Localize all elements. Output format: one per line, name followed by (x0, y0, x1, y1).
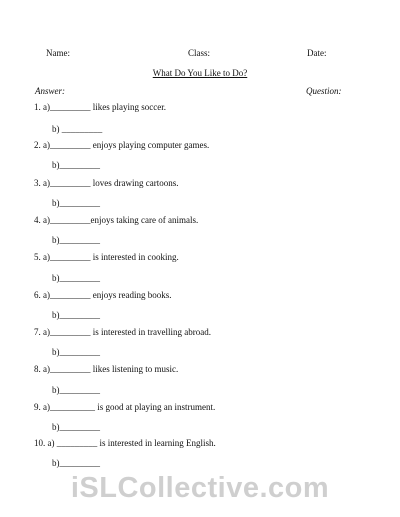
worksheet-title-text: What Do You Like to Do? (152, 68, 248, 78)
item-9-b: b)_________ (52, 422, 100, 432)
item-7-a: 7. a)_________ is interested in travelling abroad. (34, 327, 211, 337)
item-4-b: b)_________ (52, 235, 100, 245)
item-1-b: b) _________ (52, 124, 103, 134)
item-2-b: b)_________ (52, 160, 100, 170)
item-5-b: b)_________ (52, 273, 100, 283)
item-6-b: b)_________ (52, 310, 100, 320)
item-3-b: b)_________ (52, 198, 100, 208)
question-heading: Question: (306, 86, 342, 96)
item-10-a: 10. a) _________ is interested in learning English. (34, 438, 216, 448)
item-4-a: 4. a)_________enjoys taking care of animals. (34, 215, 199, 225)
item-8-b: b)_________ (52, 385, 100, 395)
worksheet-title (0, 68, 400, 78)
item-5-a: 5. a)_________ is interested in cooking. (34, 252, 179, 262)
date-label: Date: (307, 48, 327, 58)
item-1-a: 1. a)_________ likes playing soccer. (34, 102, 166, 112)
item-6-a: 6. a)_________ enjoys reading books. (34, 290, 172, 300)
item-7-b: b)_________ (52, 347, 100, 357)
item-9-a: 9. a)__________ is good at playing an instrument. (34, 402, 216, 412)
item-10-b: b)_________ (52, 458, 100, 468)
item-2-a: 2. a)_________ enjoys playing computer games. (34, 140, 210, 150)
answer-heading: Answer: (35, 86, 65, 96)
name-label: Name: (46, 48, 70, 58)
item-8-a: 8. a)_________ likes listening to music. (34, 364, 179, 374)
item-3-a: 3. a)_________ loves drawing cartoons. (34, 178, 179, 188)
class-label: Class: (188, 48, 211, 58)
watermark: iSLCollective.com (70, 472, 330, 504)
